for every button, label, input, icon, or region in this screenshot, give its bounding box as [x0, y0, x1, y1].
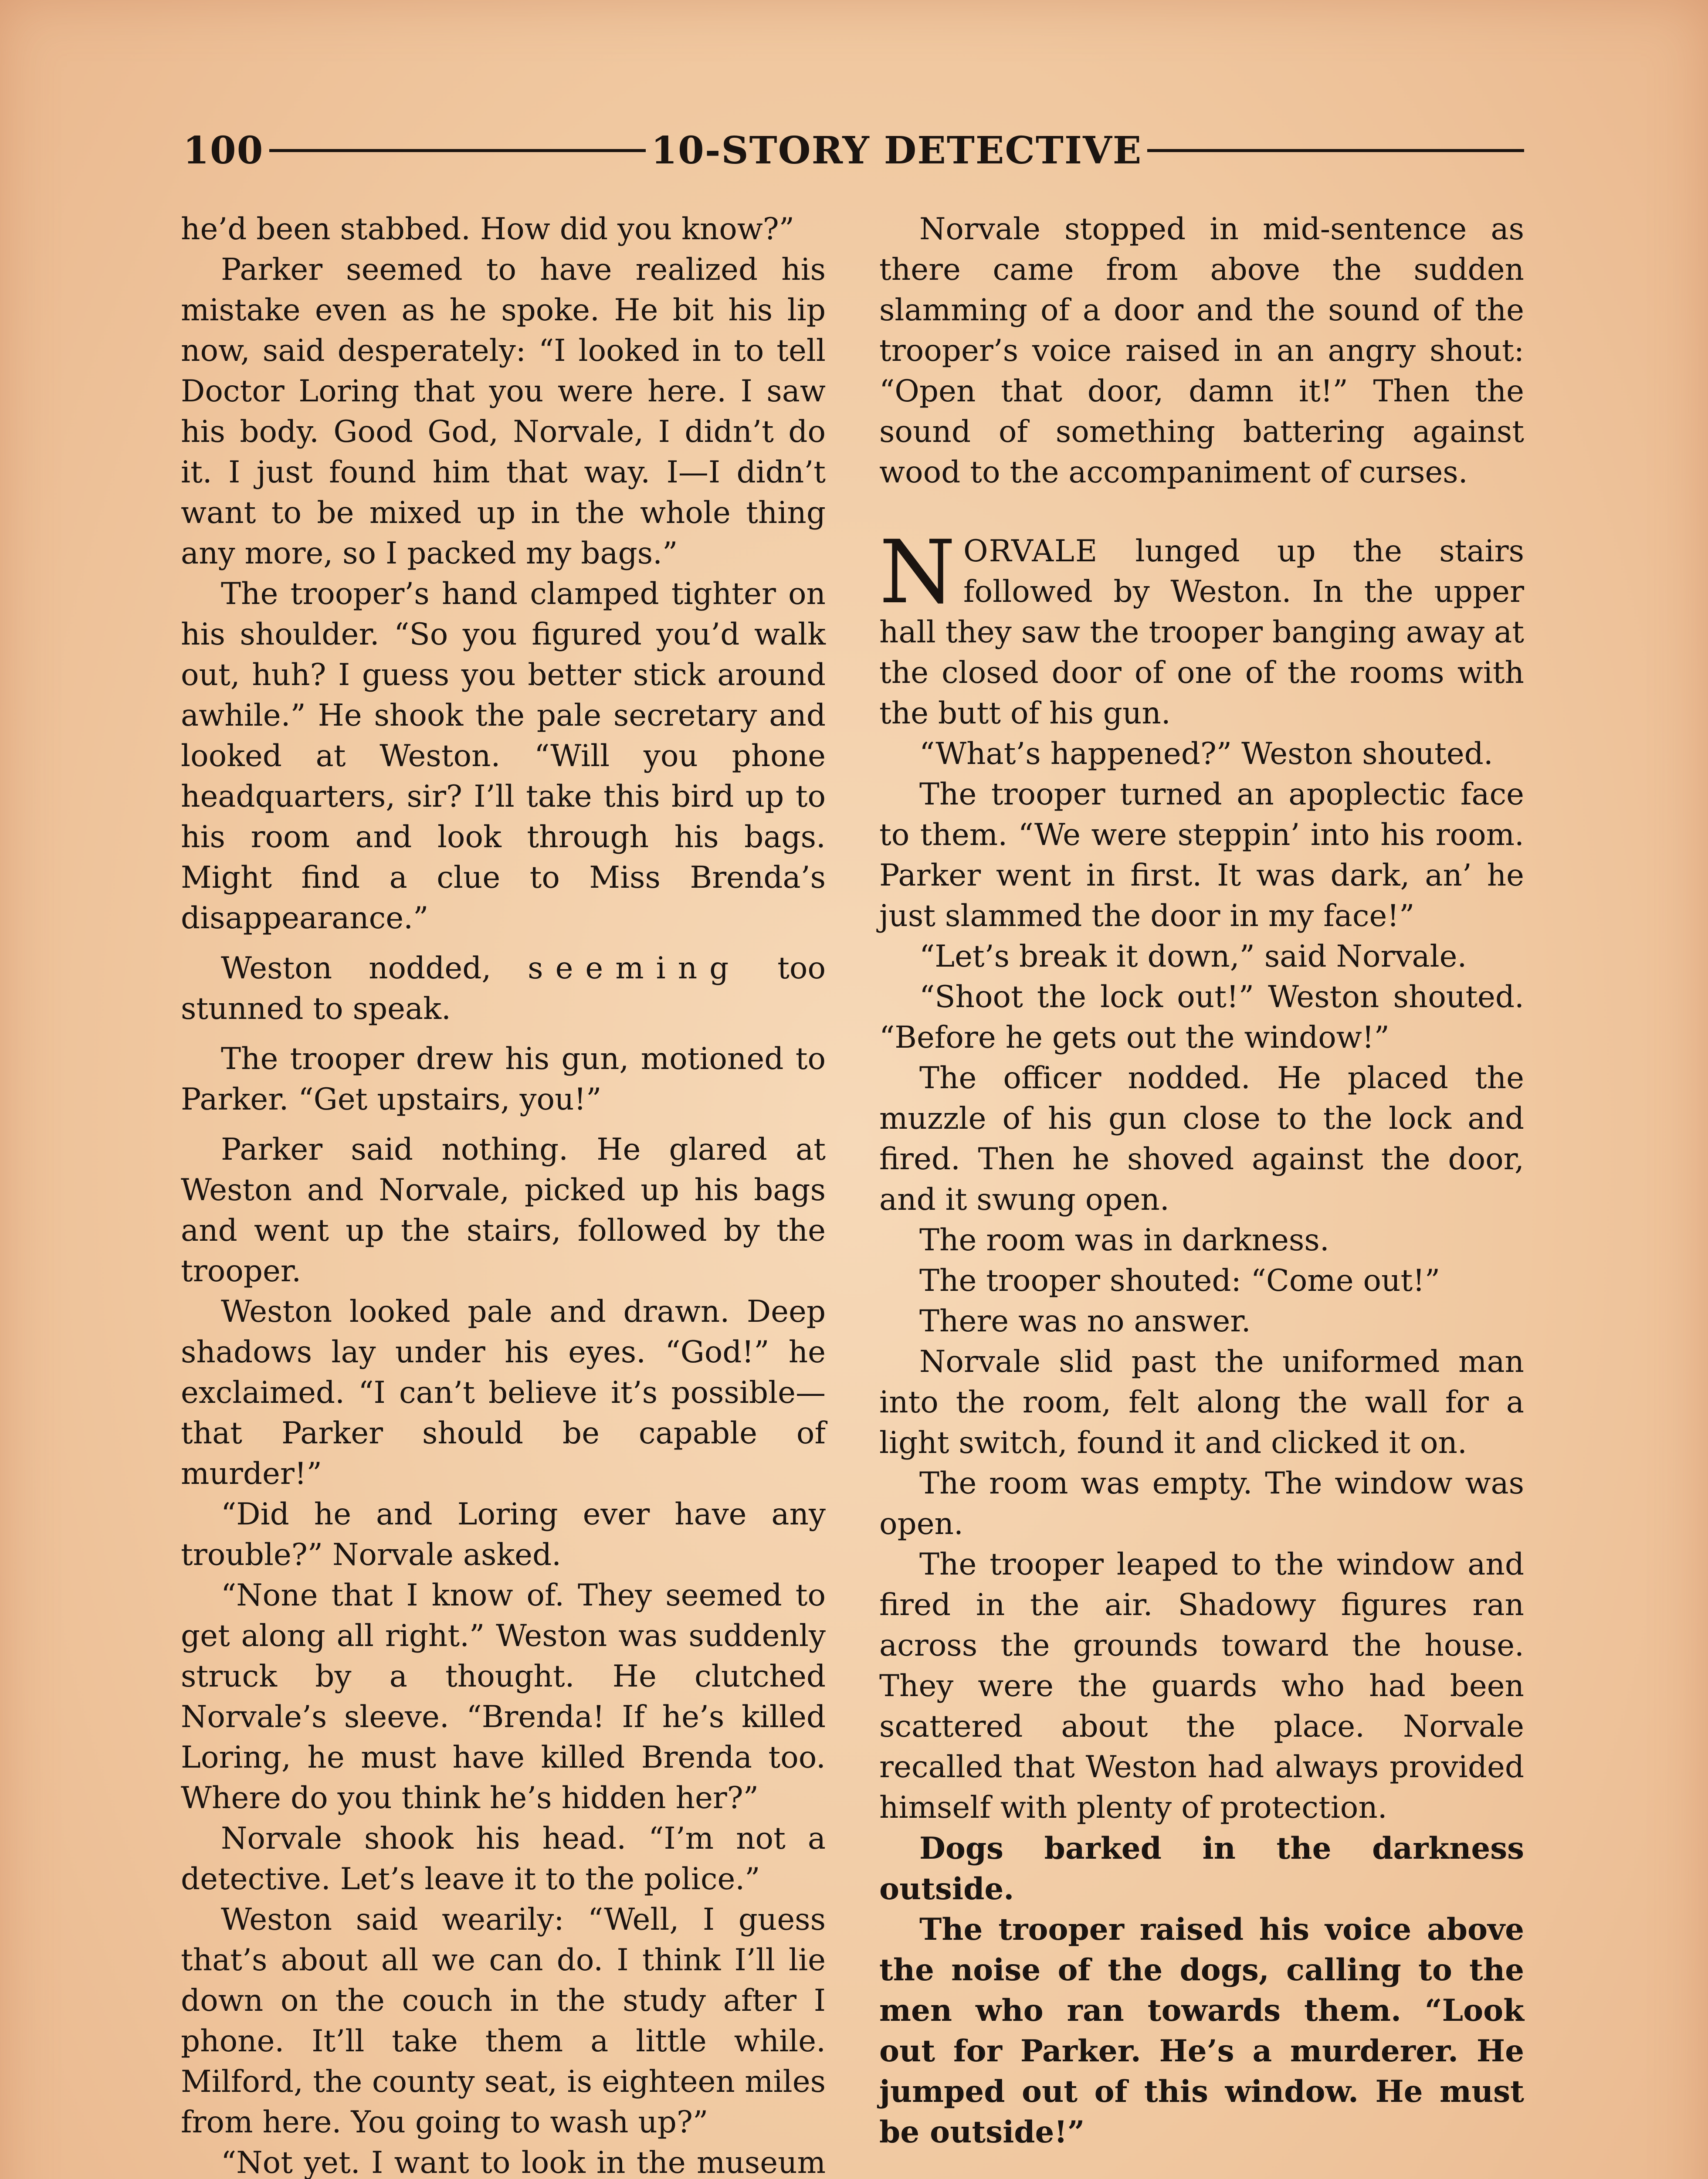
page-number: 100: [183, 128, 264, 173]
paragraph: The trooper’s hand clamped tighter on his shoulder. “So you figured you’d walk out, huh? I guess you better stick around awhile.” He shook the pale secretary and looked at Weston. “Will you phone headquarters, sir? I’ll take this bird up to his room and look through his bags. Might find a clue to Miss Brenda’s disappearance.”: [181, 577, 826, 936]
paragraph: The room was in darkness.: [919, 1223, 1329, 1258]
paragraph: he’d been stabbed. How did you know?”: [181, 212, 795, 247]
right-text-column: [879, 209, 1524, 2152]
paragraph: Weston looked pale and drawn. Deep shadows lay under his eyes. “God!” he exclaimed. “I can’t believe it’s possible—that Parker should be capable of murder!”: [181, 1294, 826, 1491]
paragraph: Weston said wearily: “Well, I guess that’s about all we can do. I think I’ll lie down on the couch in the study after I phone. It’ll take them a little while. Milford, the county seat, is eighteen miles from here. You going to wash up?”: [181, 1902, 826, 2140]
paragraph-text: Weston nodded,: [221, 951, 528, 986]
paragraph-text: too stunned to speak.: [181, 951, 826, 1026]
paragraph: Dogs barked in the darkness outside.: [879, 1831, 1524, 1907]
paragraph: “What’s happened?” Weston shouted.: [919, 737, 1493, 771]
header-rule-right: [1147, 149, 1524, 152]
paragraph: The trooper leaped to the window and fired in the air. Shadowy figures ran across the grounds toward the house. They were the guards who had been scattered about the place. Norvale recalled that Weston had always provided himself with plenty of protection.: [879, 1547, 1524, 1825]
paragraph: The trooper shouted: “Come out!”: [919, 1263, 1440, 1298]
paragraph: The trooper turned an apoplectic face to them. “We were steppin’ into his room. Parker went in first. It was dark, an’ he just slammed the door in my face!”: [879, 777, 1524, 933]
spaced-word: seeming: [528, 951, 741, 986]
magazine-title: 10-STORY DETECTIVE: [651, 128, 1142, 173]
paragraph: “Shoot the lock out!” Weston shouted. “Before he gets out the window!”: [879, 980, 1524, 1055]
page-header: [183, 122, 1529, 179]
paragraph: Norvale stopped in mid-sentence as there came from above the sudden slamming of a door and the sound of the trooper’s voice raised in an angry shout: “Open that door, damn it!” Then the sound of something battering against wood to the accompaniment of curses.: [879, 212, 1524, 490]
paragraph: [181, 948, 826, 1029]
paragraph: The room was empty. The window was open.: [879, 1466, 1524, 1541]
paragraph: Norvale shook his head. “I’m not a detective. Let’s leave it to the police.”: [181, 1821, 826, 1897]
left-text-column: [181, 209, 826, 2179]
paragraph: “None that I know of. They seemed to get along all right.” Weston was suddenly struck by a thought. He clutched Norvale’s sleeve. “Brenda! If he’s killed Loring, he must have killed Brenda too. Where do you think he’s hidden her?”: [181, 1578, 826, 1816]
small-caps-word: ORVALE: [963, 534, 1098, 569]
paragraph: The trooper raised his voice above the noise of the dogs, calling to the men who ran towards them. “Look out for Parker. He’s a murderer. He jumped out of this window. He must be outside!”: [879, 1912, 1524, 2150]
paragraph: Parker said nothing. He glared at Weston and Norvale, picked up his bags and went up the stairs, followed by the trooper.: [181, 1132, 826, 1289]
paragraph: The trooper drew his gun, motioned to Parker. “Get upstairs, you!”: [181, 1042, 826, 1117]
paragraph: “Let’s break it down,” said Norvale.: [919, 939, 1467, 974]
paragraph: Parker seemed to have realized his mistake even as he spoke. He bit his lip now, said desperately: “I looked in to tell Doctor Loring that you were here. I saw his body. Good God, Norvale, I didn’t do it. I just found him that way. I—I didn’t want to be mixed up in the whole thing any more, so I packed my bags.”: [181, 252, 826, 571]
drop-cap-letter: N: [879, 522, 956, 623]
paragraph: There was no answer.: [919, 1304, 1251, 1339]
paragraph: The officer nodded. He placed the muzzle of his gun close to the lock and fired. Then he shoved against the door, and it swung open.: [879, 1061, 1524, 1217]
header-rule-left: [269, 149, 646, 152]
dropcap-paragraph: [879, 522, 1524, 734]
paragraph-text: lunged up the stairs followed by Weston. In the upper hall they saw the trooper banging away at the closed door of one of the rooms with the butt of his gun.: [879, 534, 1524, 731]
paragraph: “Did he and Loring ever have any trouble?” Norvale asked.: [181, 1497, 826, 1572]
paragraph: “Not yet. I want to look in the museum: [221, 2145, 826, 2179]
paragraph: Norvale slid past the uniformed man into the room, felt along the wall for a light switch, found it and clicked it on.: [879, 1344, 1524, 1460]
